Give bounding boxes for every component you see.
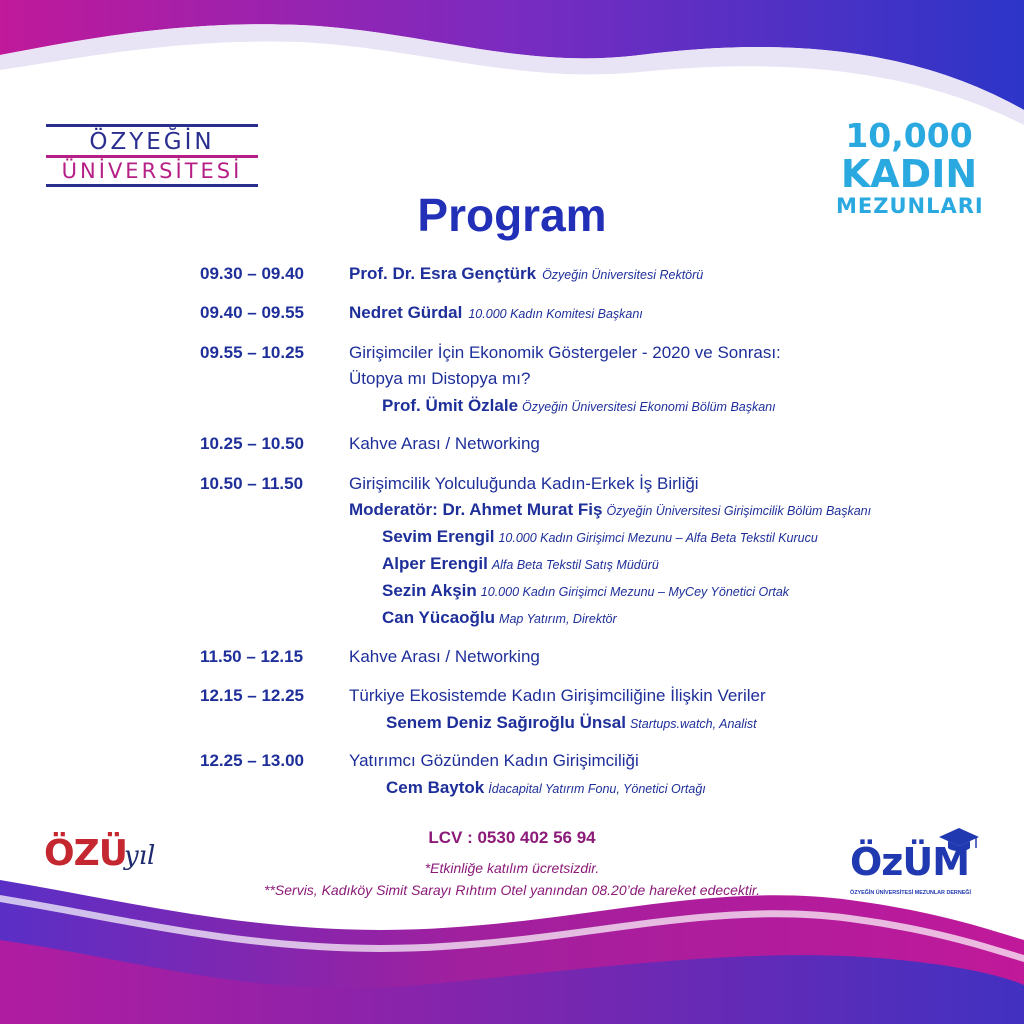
logo-line1: ÖZYEĞİN xyxy=(89,129,215,155)
panelist-role: 10.000 Kadın Girişimci Mezunu – Alfa Beta Tekstil Kurucu xyxy=(498,531,818,545)
schedule-speaker-3 xyxy=(382,396,776,416)
session-title-4: Kahve Arası / Networking xyxy=(349,434,540,453)
speaker-name: Prof. Ümit Özlale xyxy=(382,396,519,415)
panelist-role: Alfa Beta Tekstil Satış Müdürü xyxy=(491,558,659,572)
session-title-3-line1: Girişimciler İçin Ekonomik Göstergeler - 2020 ve Sonrası: xyxy=(349,343,781,362)
page-title: Program xyxy=(417,189,607,241)
session-title-8: Yatırımcı Gözünden Kadın Girişimciliği xyxy=(349,751,639,770)
panelist-1 xyxy=(382,527,818,547)
speaker-role: Özyeğin Üniversitesi Rektörü xyxy=(542,268,704,282)
schedule-speaker-7 xyxy=(386,713,757,733)
ozum-word: ÖzÜM xyxy=(850,840,970,884)
schedule-time-7: 12.15 – 12.25 xyxy=(200,686,304,705)
rsvp-contact: LCV : 0530 402 56 94 xyxy=(428,828,596,847)
moderator-role: Özyeğin Üniversitesi Girişimcilik Bölüm Başkanı xyxy=(606,504,872,518)
schedule-item-1 xyxy=(349,264,703,284)
speaker-name: Nedret Gürdal xyxy=(349,303,463,322)
ozu-yil-logo xyxy=(44,833,194,877)
moderator xyxy=(349,500,871,520)
schedule-time-6: 11.50 – 12.15 xyxy=(200,647,304,666)
schedule-speaker-8 xyxy=(386,778,706,798)
speaker-role: 10.000 Kadın Komitesi Başkanı xyxy=(468,307,643,321)
schedule-time-3: 09.55 – 10.25 xyxy=(200,343,304,362)
logo-rule-top xyxy=(46,124,258,127)
speaker-name: Senem Deniz Sağıroğlu Ünsal xyxy=(386,713,626,732)
logo-rule-bottom xyxy=(46,184,258,187)
panelist-role: 10.000 Kadın Girişimci Mezunu – MyCey Yönetici Ortak xyxy=(480,585,790,599)
logo-10k-mezunlari: MEZUNLARI xyxy=(836,194,984,218)
moderator-name: Moderatör: Dr. Ahmet Murat Fiş xyxy=(349,500,603,519)
panelist-4 xyxy=(382,608,617,628)
session-title-5: Girişimcilik Yolculuğunda Kadın-Erkek İş Birliği xyxy=(349,474,699,493)
free-entry-note: *Etkinliğe katılım ücretsizdir. xyxy=(424,860,600,876)
panelist-3 xyxy=(382,581,789,601)
speaker-role: İdacapital Yatırım Fonu, Yönetici Ortağı xyxy=(488,782,706,796)
speaker-role: Özyeğin Üniversitesi Ekonomi Bölüm Başkanı xyxy=(522,400,776,414)
panelist-name: Sevim Erengil xyxy=(382,527,495,546)
ozu-yil-suffix: yıl xyxy=(124,841,156,871)
schedule-time-4: 10.25 – 10.50 xyxy=(200,434,304,453)
panelist-name: Alper Erengil xyxy=(382,554,488,573)
ozu-yil-main: ÖZÜ xyxy=(44,833,127,874)
schedule-time-8: 12.25 – 13.00 xyxy=(200,751,304,770)
speaker-name: Prof. Dr. Esra Gençtürk xyxy=(349,264,537,283)
panelist-2 xyxy=(382,554,659,574)
logo-rule-middle xyxy=(46,155,258,158)
panelist-name: Sezin Akşin xyxy=(382,581,477,600)
schedule-time-5: 10.50 – 11.50 xyxy=(200,474,304,493)
logo-10k-kadin: KADIN xyxy=(840,152,978,196)
ozum-logo xyxy=(850,826,980,906)
logo-line2: ÜNİVERSİTESİ xyxy=(61,159,243,183)
session-title-6: Kahve Arası / Networking xyxy=(349,647,540,666)
schedule-item-2 xyxy=(349,303,643,323)
panelist-role: Map Yatırım, Direktör xyxy=(499,612,617,626)
logo-10k-number: 10,000 xyxy=(845,116,973,155)
session-title-7: Türkiye Ekosistemde Kadın Girişimciliğine İlişkin Veriler xyxy=(349,686,766,705)
ozum-tagline: ÖZYEĞİN ÜNİVERSİTESİ MEZUNLAR DERNEĞİ xyxy=(850,890,971,896)
schedule-time-2: 09.40 – 09.55 xyxy=(200,303,304,322)
panelist-name: Can Yücaoğlu xyxy=(382,608,496,627)
shuttle-note: **Servis, Kadıköy Simit Sarayı Rıhtım Otel yanından 08.20’de hareket edecektir. xyxy=(264,882,760,898)
schedule-time-1: 09.30 – 09.40 xyxy=(200,264,304,283)
ozyegin-universitesi-logo xyxy=(46,124,258,188)
session-title-3-line2: Ütopya mı Distopya mı? xyxy=(349,369,531,388)
speaker-role: Startups.watch, Analist xyxy=(629,717,757,731)
speaker-name: Cem Baytok xyxy=(386,778,485,797)
